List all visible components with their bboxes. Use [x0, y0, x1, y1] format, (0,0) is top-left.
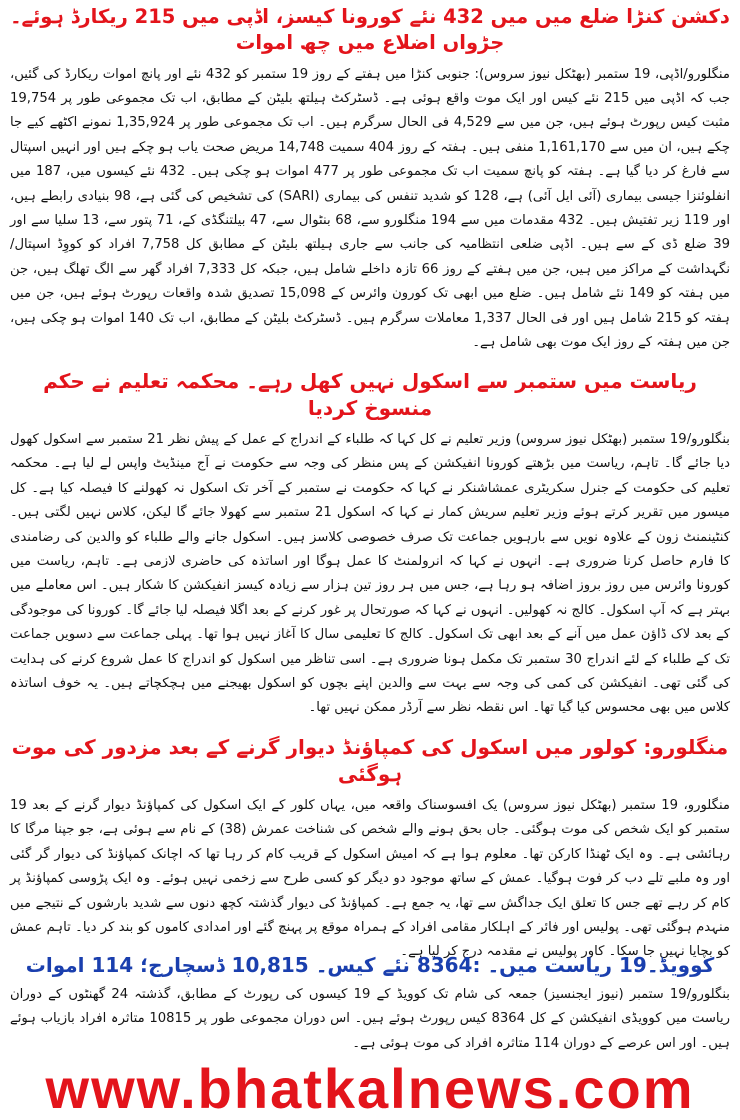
article-body: منگلورو، 19 ستمبر (بھٹکل نیوز سروس) یک افسوسناک واقعہ میں، یہاں کلور کے ایک اسکول کی کمپاؤنڈ دیوار گرنے کے بعد 19 ستمبر کو ایک شخص کی موت ہوگئی۔ جاں بحق ہونے والے شخص کی شناخت عمرش (38) کے نام سے ہوئی ہے، جو جپنا مرگا کا رہائشی ہے۔ وہ ایک ٹھنڈا کارکن تھا۔ معلوم ہوا ہے کہ امیش اسکول کے قریب کام کر رہا تھا کہ اچانک کمپاؤنڈ کی دیوار گر گئی اور وہ ملبے تلے دب کر فوت ہوگیا۔ عمش کے ساتھ موجود دو دیگر کو کسی طرح سے زخمی نہیں ہوئے۔ وہ ایک پڑوسی کمپاؤنڈ پر کام کر رہے تھے جس کا تعلق ایک جداگش سے تھا، یہ جمع ہے۔ کمپاؤنڈ کی دیوار گذشتہ کچھ دنوں سے شدید بارشوں کے نتیجے میں منہدم ہوگئی تھی۔ پولیس اور فائر کے اہلکار مقامی افراد کے ہمراہ موقع پر پہنچ گئے اور امدادی کاموں کو بند کر دیا۔ تاہم عمش کو بچایا نہیں جا سکا۔ کاور پولیس نے مقدمہ درج کر لیا ہے۔ — [10, 798, 730, 960]
site-url-watermark[interactable]: www.bhatkalnews.com — [45, 1057, 695, 1120]
article-headline: منگلورو: کولور میں اسکول کی کمپاؤنڈ دیوار گرنے کے بعد مزدور کی موت ہوگئی — [11, 735, 729, 786]
article-headline: دکشن کنڑا ضلع میں میں 432 نئے کورونا کیسز، اڈپی میں 215 ریکارڈ ہوئے۔ جڑواں اضلاع میں چھ اموات — [10, 5, 730, 55]
article-covid-state — [0, 952, 740, 1056]
article-schools-closed — [0, 368, 740, 721]
article-corona-dk-udupi — [0, 4, 740, 356]
article-wall-collapse — [0, 734, 740, 965]
article-body: منگلورو/اڈپی، 19 ستمبر (بھٹکل نیوز سروس): جنوبی کنڑا میں ہفتے کے روز 19 ستمبر کو 432 نئے اور پانچ اموات ریکارڈ کی گئیں، جب کہ اڈپی میں 215 نئے کیس اور ایک موت واقع ہوئی ہے۔ ڈسٹرکٹ ہیلتھ بلیٹن کے مطابق، اب تک مجموعی طور پر 19,754 مثبت کیس رپورٹ ہوئے ہیں، جن میں سے 4,529 فی الحال سرگرم ہیں۔ اب تک مجموعی طور پر 1,35,924 نمونے اکٹھے کیے جا چکے ہیں، ان میں سے 1,161,170 منفی ہیں۔ ہفتہ کے روز 404 سمیت 14,748 مریض صحت یاب ہو چکے ہیں اور انہیں اسپتال سے فارغ کر دیا گیا ہے۔ ہفتہ کو پانچ سمیت اب تک مجموعی طور پر 477 اموات ہو چکی ہیں۔ 432 نئے کیسوں میں، 187 میں انفلوئنزا جیسی بیماری (آئی ایل آئی) ہے، 128 کو شدید تنفس کی بیماری (SARI) کی تشخیص کی گئی ہے، 98 بنیادی رابطے ہیں، اور 119 زیر تفتیش ہیں۔ 432 مقدمات میں سے 194 منگلورو سے، 68 بنٹوال سے، 47 بیلتنگڈی کے، 71 پتور سے، 13 سلیا سے اور 39 ضلع ڈی کے سے ہیں۔ اڈپی ضلعی انتظامیہ کی جانب سے جاری ہیلتھ بلیٹن کے مطابق کل 7,758 افراد کو کووِڈ اسپتال/نگہداشت کے مراکز میں ہیں، جن میں ہفتے کے روز 66 تازہ داخلے شامل ہیں، جبکہ کل 7,333 افراد گھر سے الگ تھلگ ہیں، جن میں ہفتہ کو 149 نئے شامل ہیں۔ ضلع میں ابھی تک کورون وائرس کے 15,098 تصدیق شدہ واقعات رپورٹ ہوئے ہیں، جن میں ہفتہ کو 215 شامل ہیں اور فی الحال 1,337 معاملات سرگرم ہیں۔ ڈسٹرکٹ بلیٹن کے مطابق، اب تک 140 اموات ہو چکی ہیں، جن میں ہفتہ کے روز ایک موت بھی شامل ہے۔ — [10, 66, 731, 351]
article-headline: کوویڈ۔19 ریاست میں۔ :8364 نئے کیس۔ 10,815 ڈسچارج؛ 114 اموات — [25, 953, 715, 977]
article-body: بنگلورو/19 ستمبر (نیوز ایجنسیز) جمعہ کی شام تک کوویڈ کے 19 کیسوں کی رپورٹ کے مطابق، گذشتہ 24 گھنٹوں کے دوران ریاست میں کوویڈی انفیکشن کے کل 8364 کیس رپورٹ ہوئے ہیں۔ اس دوران مجموعی طور پر 10815 متاثرہ افراد بازیاب ہوئے ہیں۔ اور اس عرصے کے دوران 114 متاثرہ افراد کی موت ہوئی ہے۔ — [10, 987, 730, 1051]
article-body: بنگلورو/19 ستمبر (بھٹکل نیوز سروس) وزیر تعلیم نے کل کہا کہ طلباء کے اندراج کے عمل کے پیش نظر 21 ستمبر سے اسکول کھول دیا جائے گا۔ تاہم، ریاست میں بڑھتے کورونا انفیکشن کے پس منظر کی وجہ سے حکومت نے آج مینڈیٹ واپس لے لیا ہے۔ محکمہ تعلیم کی حکومت کے جنرل سکریٹری عمشاشنکر نے کہا کہ حکومت نے ستمبر کے آخر تک اسکول نہ کھولنے کا فیصلہ کیا ہے۔ کل میسور میں تقریر کرتے ہوئے وزیر تعلیم سریش کمار نے کہا کہ اسکول 21 ستمبر سے کھولا جائے گا لیکن، کلاس نہیں لگتی ہیں۔ کنٹینمنٹ زون کے علاوہ نویں سے بارہویں جماعت تک صرف خصوصی کلاسز ہیں۔ اسکول جانے والے طلباء کو والدین کی رضامندی کا فارم حاصل کرنا ضروری ہے۔ انہوں نے کہا کہ انرولمنٹ کا عمل ہوگا اور اساتذہ کی حاضری لازمی ہے۔ تاہم، ریاست میں کورونا وائرس میں روز بروز اضافہ ہو رہا ہے، جس میں ہر روز تین ہزار سے زیادہ کیسز انفیکشن کا شکار ہیں۔ اس معاملے میں بہتر ہے کہ آپ اسکول۔ کالج نہ کھولیں۔ انہوں نے کہا کہ صورتحال پر غور کرنے کے بعد اگلا فیصلہ لیا جائے گا۔ کورونا کی موجودگی کے بعد لاک ڈاؤن عمل میں آنے کے بعد ابھی تک اسکول۔ کالج کا تعلیمی سال کا آغاز نہیں ہوا تھا۔ پہلی جماعت سے دسویں جماعت تک کے طلباء کے لئے اندراج 30 ستمبر تک مکمل ہونا ضروری ہے۔ اسی تناظر میں اسکول کو اندراج کا عمل شروع کرنے کی ہدایت کی گئی تھی۔ انفیکشن کی کمی کی وجہ سے بہت سے والدین اپنے بچوں کو اسکول بھیجنے میں ہچکچاتے ہیں۔ یہ خوف اساتذہ کلاس میں بھی محسوس کیا گیا تھا۔ اس نقطہ نظر سے آرڈر ممکن نہیں تھا۔ — [10, 432, 730, 716]
article-headline: ریاست میں ستمبر سے اسکول نہیں کھل رہے۔ محکمہ تعلیم نے حکم منسوخ کردیا — [43, 369, 697, 420]
